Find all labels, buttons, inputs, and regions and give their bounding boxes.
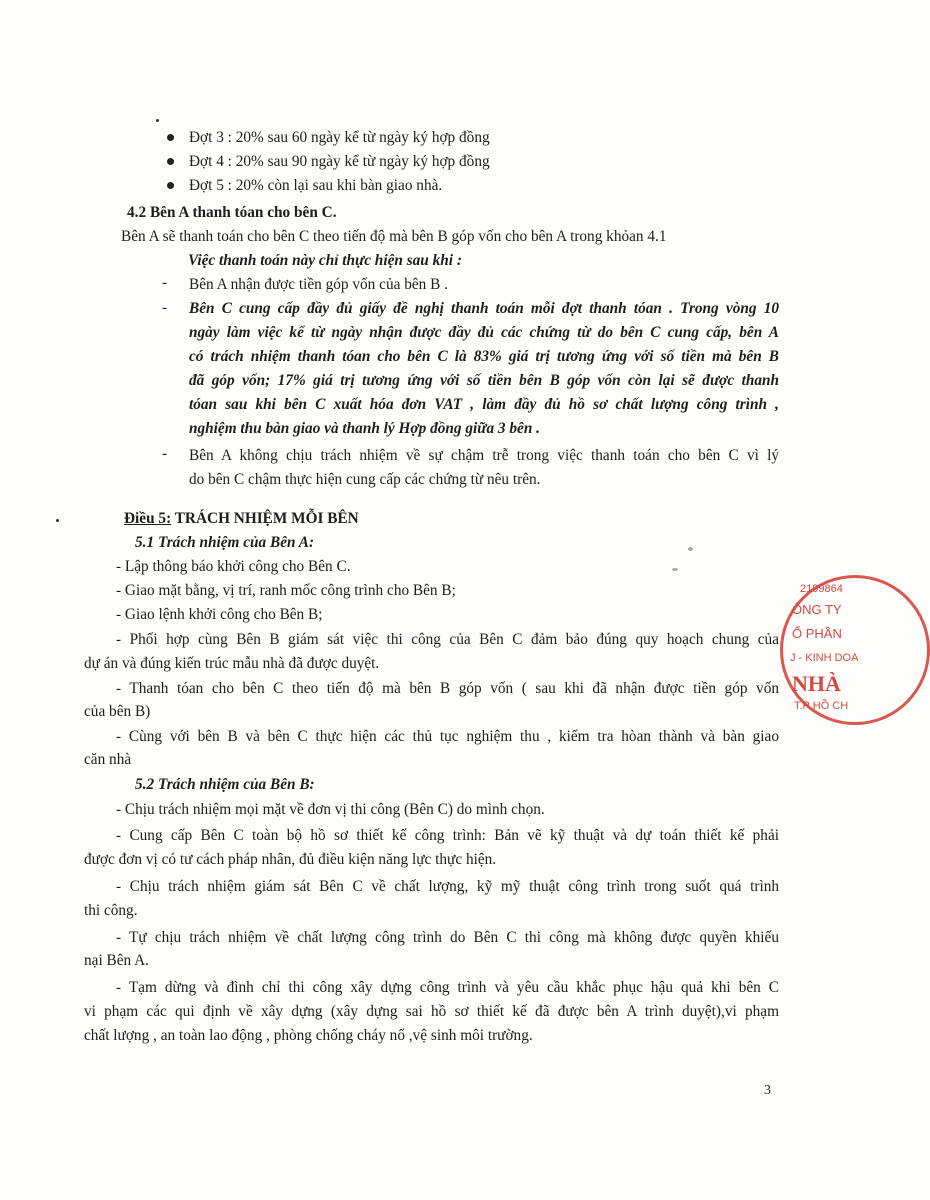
bullet-icon	[167, 158, 174, 165]
section-5-2-line: thi công.	[84, 902, 138, 919]
dash-icon: -	[162, 445, 168, 462]
condition-item-1: Bên A nhận được tiền góp vốn của bên B .	[189, 276, 448, 293]
stamp-text-line: J - KINH DOA	[790, 652, 859, 664]
dash-icon: -	[162, 274, 168, 291]
section-5-2-heading: 5.2 Trách nhiệm của Bên B:	[135, 776, 315, 793]
bullet-item-dot-4: Đợt 4 : 20% sau 90 ngày kể từ ngày ký hợp đồng	[189, 153, 490, 170]
speck	[156, 119, 159, 122]
bullet-item-dot-5: Đợt 5 : 20% còn lại sau khi bàn giao nhà.	[189, 177, 443, 194]
section-5-2-line: nại Bên A.	[84, 952, 150, 969]
stamp-text-number: 2199864	[800, 583, 843, 595]
section-5-2-line: - Cung cấp Bên C toàn bộ hồ sơ thiết kế công trình: Bản vẽ kỹ thuật và dự toán thiết kế phải	[116, 827, 779, 844]
article-5-heading	[124, 509, 359, 529]
speck	[688, 547, 693, 551]
section-5-2-line: - Chịu trách nhiệm mọi mặt về đơn vị thi công (Bên C) do mình chọn.	[116, 801, 545, 818]
company-stamp	[780, 575, 859, 715]
speck	[56, 519, 59, 522]
article-5-label: Điều 5:	[124, 510, 172, 527]
section-5-1-line: - Giao lệnh khởi công cho Bên B;	[116, 606, 323, 623]
condition-item-2-line-2: ngày làm việc kể từ ngày nhận được đầy đủ các chứng từ do bên C cung cấp, bên A	[189, 324, 779, 341]
section-5-2-line: vi phạm các qui định về xây dựng (xây dựng sai hồ sơ thiết kế đã được bên A trình duyệt),vi phạm	[84, 1003, 779, 1020]
section-5-1-line: - Lập thông báo khởi công cho Bên C.	[116, 558, 351, 575]
section-4-2-intro: Bên A sẽ thanh toán cho bên C theo tiến độ mà bên B góp vốn cho bên A trong khỏan 4.1	[121, 228, 667, 245]
section-5-1-line: của bên B)	[84, 703, 151, 720]
stamp-text-line: ÔNG TY	[792, 602, 842, 617]
page-number: 3	[764, 1083, 771, 1098]
dash-icon: -	[162, 299, 168, 316]
section-5-1-line: - Phối hợp cùng Bên B giám sát việc thi công của Bên C đảm bảo đúng quy hoạch chung của	[116, 631, 779, 648]
section-5-1-heading: 5.1 Trách nhiệm của Bên A:	[135, 534, 315, 551]
bullet-icon	[167, 182, 174, 189]
condition-heading: Việc thanh toán này chỉ thực hiện sau khi :	[188, 252, 462, 269]
bullet-item-dot-3: Đợt 3 : 20% sau 60 ngày kể từ ngày ký hợp đồng	[189, 129, 490, 146]
condition-item-2-line-5: tóan sau khi bên C xuất hóa đơn VAT , làm đầy đủ hồ sơ chất lượng công trình ,	[189, 396, 779, 413]
condition-item-2-line-4: đã góp vốn; 17% giá trị tương ứng với số tiền bên B góp vốn còn lại sẽ được thanh	[189, 372, 779, 389]
condition-item-2-line-3: có trách nhiệm thanh tóan cho bên C là 83% giá trị tương ứng với số tiền mà bên B	[189, 348, 779, 365]
article-5-title: TRÁCH NHIỆM MỖI BÊN	[171, 510, 359, 527]
bullet-icon	[167, 134, 174, 141]
section-5-1-line: - Giao mặt bằng, vị trí, ranh mốc công trình cho Bên B;	[116, 582, 456, 599]
section-5-2-line: chất lượng , an toàn lao động , phòng chống cháy nổ ,vệ sinh môi trường.	[84, 1027, 533, 1044]
condition-item-3-line-2: do bên C chậm thực hiện cung cấp các chứng từ nêu trên.	[189, 471, 541, 488]
condition-item-2-line-1: Bên C cung cấp đầy đủ giấy đề nghị thanh toán mỗi đợt thanh tóan . Trong vòng 10	[189, 300, 779, 317]
section-5-1-line: căn nhà	[84, 751, 132, 768]
section-5-2-line: - Tạm dừng và đình chỉ thi công xây dựng công trình và yêu cầu khắc phục hậu quả khi bên C	[116, 979, 779, 996]
condition-item-3-line-1: Bên A không chịu trách nhiệm về sự chậm trễ trong việc thanh toán cho bên C vì lý	[189, 447, 779, 464]
stamp-text-large: NHÀ	[792, 671, 841, 696]
section-5-1-line: - Thanh tóan cho bên C theo tiến độ mà bên B góp vốn ( sau khi đã nhận được tiền góp vốn	[116, 680, 779, 697]
section-4-2-heading: 4.2 Bên A thanh tóan cho bên C.	[127, 204, 337, 221]
section-5-2-line: - Chịu trách nhiệm giám sát Bên C về chất lượng, kỹ mỹ thuật công trình trong suốt quá trình	[116, 878, 779, 895]
section-5-1-line: dự án và đúng kiến trúc mẫu nhà đã được duyệt.	[84, 655, 380, 672]
section-5-2-line: được đơn vị có tư cách pháp nhân, đủ điều kiện năng lực thực hiện.	[84, 851, 497, 868]
stamp-text-line: T.P HỒ CH	[794, 700, 849, 712]
condition-item-2-line-6: nghiệm thu bàn giao và thanh lý Hợp đồng giữa 3 bên .	[189, 420, 540, 437]
section-5-2-line: - Tự chịu trách nhiệm về chất lượng công trình do Bên C thi công mà không được quyền khiếu	[116, 929, 779, 946]
stamp-text-line: Ổ PHẦN	[792, 626, 842, 641]
speck	[672, 568, 678, 571]
section-5-1-line: - Cùng với bên B và bên C thực hiện các thủ tục nghiệm thu , kiểm tra hòan thành và bàn giao	[116, 728, 779, 745]
